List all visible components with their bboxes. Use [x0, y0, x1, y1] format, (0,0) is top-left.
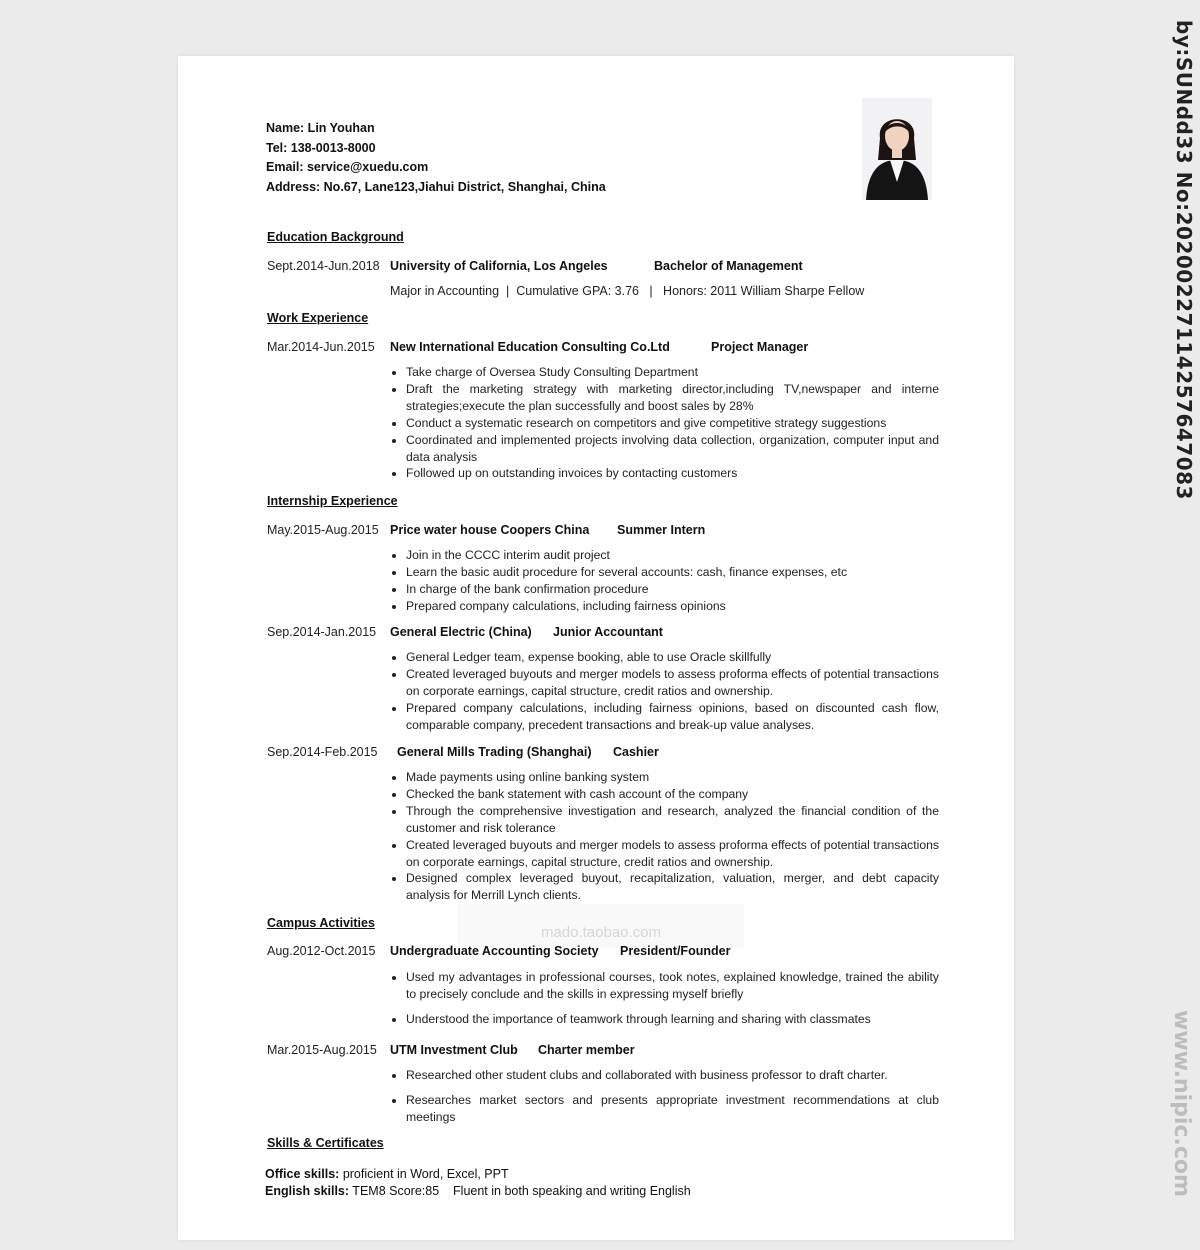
work-bullets [390, 364, 939, 482]
tel-line: Tel: 138-0013-8000 [266, 140, 376, 155]
entry-role: President/Founder [620, 944, 731, 958]
entry-date: Mar.2015-Aug.2015 [267, 1043, 377, 1057]
entry-date: Sep.2014-Feb.2015 [267, 745, 378, 759]
entry-org: Undergraduate Accounting Society [390, 944, 599, 958]
entry-date: Sep.2014-Jan.2015 [267, 625, 377, 639]
list-item: • Through the comprehensive investigation and research, analyzed the financial condition of the customer and risk tolerance [406, 803, 939, 837]
entry-role: Charter member [538, 1043, 635, 1057]
list-item: • Researched other student clubs and collaborated with business professor to draft charter. [406, 1067, 939, 1084]
section-title-education: Education Background [267, 230, 404, 244]
list-item: • Learn the basic audit procedure for several accounts: cash, finance expenses, etc [406, 564, 939, 581]
list-item: • Made payments using online banking system [406, 769, 939, 786]
list-item: • Join in the CCCC interim audit project [406, 547, 939, 564]
side-watermark: by:SUNdd33 No:20200227114257647083 [1172, 20, 1196, 500]
entry-org: Price water house Coopers China [390, 523, 590, 537]
list-item: • Created leveraged buyouts and merger models to assess proforma effects of potential transactions on corporate earnings, capital structure, credit ratios and ownership. [406, 666, 939, 700]
office-skills [265, 1167, 509, 1181]
education-entry [267, 259, 803, 273]
list-item: • Checked the bank statement with cash account of the company [406, 786, 939, 803]
section-title-work: Work Experience [267, 311, 369, 325]
entry-date: Mar.2014-Jun.2015 [267, 340, 375, 354]
address-line: Address: No.67, Lane123,Jiahui District, Shanghai, China [266, 180, 606, 195]
list-item: • Followed up on outstanding invoices by contacting customers [406, 465, 939, 482]
entry-org: New International Education Consulting Co.Ltd [390, 340, 670, 354]
internship-bullets [390, 649, 939, 734]
entry-org: UTM Investment Club [390, 1043, 518, 1057]
campus-entry [267, 1043, 635, 1057]
campus-bullets [390, 969, 939, 1028]
list-item: • Conduct a systematic research on competitors and give competitive strategy suggestions [406, 415, 939, 432]
list-item: • Used my advantages in professional courses, took notes, explained knowledge, trained the ability to precisely conclude and the skills in expressing myself briefly [406, 969, 939, 1003]
entry-org: University of California, Los Angeles [390, 259, 608, 273]
skill-label: Office skills: [265, 1167, 340, 1181]
resume-page [178, 56, 1014, 1240]
list-item: • Understood the importance of teamwork through learning and sharing with classmates [406, 1011, 939, 1028]
campus-bullets [390, 1067, 939, 1126]
internship-bullets [390, 547, 939, 615]
list-item: • Take charge of Oversea Study Consulting Department [406, 364, 939, 381]
watermark-text: mado.taobao.com [540, 924, 662, 941]
english-skills [265, 1184, 691, 1198]
entry-org: General Mills Trading (Shanghai) [397, 745, 592, 759]
entry-date: Sept.2014-Jun.2018 [267, 259, 380, 273]
internship-bullets [390, 769, 939, 904]
list-item: • Draft the marketing strategy with marketing director,including TV,newspaper and interne strategies;execute the plan successfully and boost sales by 28% [406, 381, 939, 415]
internship-entry [267, 745, 659, 759]
entry-role: Junior Accountant [553, 625, 663, 639]
list-item: • General Ledger team, expense booking, able to use Oracle skillfully [406, 649, 939, 666]
entry-date: May.2015-Aug.2015 [267, 523, 379, 537]
entry-role: Bachelor of Management [654, 259, 803, 273]
email-line: Email: service@xuedu.com [266, 160, 429, 175]
watermark [458, 904, 744, 948]
list-item: • Designed complex leveraged buyout, recapitalization, valuation, merger, and debt capacity analysis for Merrill Lynch clients. [406, 870, 939, 904]
education-details: Major in Accounting | Cumulative GPA: 3.76 | Honors: 2011 William Sharpe Fellow [390, 284, 865, 298]
list-item: • Prepared company calculations, including fairness opinions, based on discounted cash flow, comparable company, precedent transactions and break-up value analyses. [406, 700, 939, 734]
section-title-skills: Skills & Certificates [267, 1136, 384, 1150]
list-item: • Researches market sectors and presents appropriate investment recommendations at club meetings [406, 1092, 939, 1126]
contact-info [266, 119, 606, 198]
list-item: • Created leveraged buyouts and merger models to assess proforma effects of potential transactions on corporate earnings, capital structure, credit ratios and ownership. [406, 837, 939, 871]
entry-role: Cashier [613, 745, 659, 759]
list-item: • Coordinated and implemented projects involving data collection, organization, computer input and data analysis [406, 432, 939, 466]
skill-value: proficient in Word, Excel, PPT [339, 1167, 509, 1181]
entry-role: Project Manager [711, 340, 809, 354]
site-watermark: www.nipic.com [1169, 1010, 1194, 1197]
entry-role: Summer Intern [617, 523, 706, 537]
profile-photo [862, 98, 932, 200]
list-item: • Prepared company calculations, including fairness opinions [406, 598, 939, 615]
section-title-campus: Campus Activities [267, 916, 375, 930]
section-title-internship: Internship Experience [267, 494, 398, 508]
skill-value: TEM8 Score:85 Fluent in both speaking and writing English [349, 1184, 691, 1198]
campus-entry [267, 944, 730, 958]
internship-entry [267, 625, 663, 639]
name-line: Name: Lin Youhan [266, 121, 375, 135]
list-item: • In charge of the bank confirmation procedure [406, 581, 939, 598]
entry-org: General Electric (China) [390, 625, 532, 639]
work-entry [267, 340, 808, 354]
entry-date: Aug.2012-Oct.2015 [267, 944, 376, 958]
skill-label: English skills: [265, 1184, 350, 1198]
internship-entry [267, 523, 705, 537]
